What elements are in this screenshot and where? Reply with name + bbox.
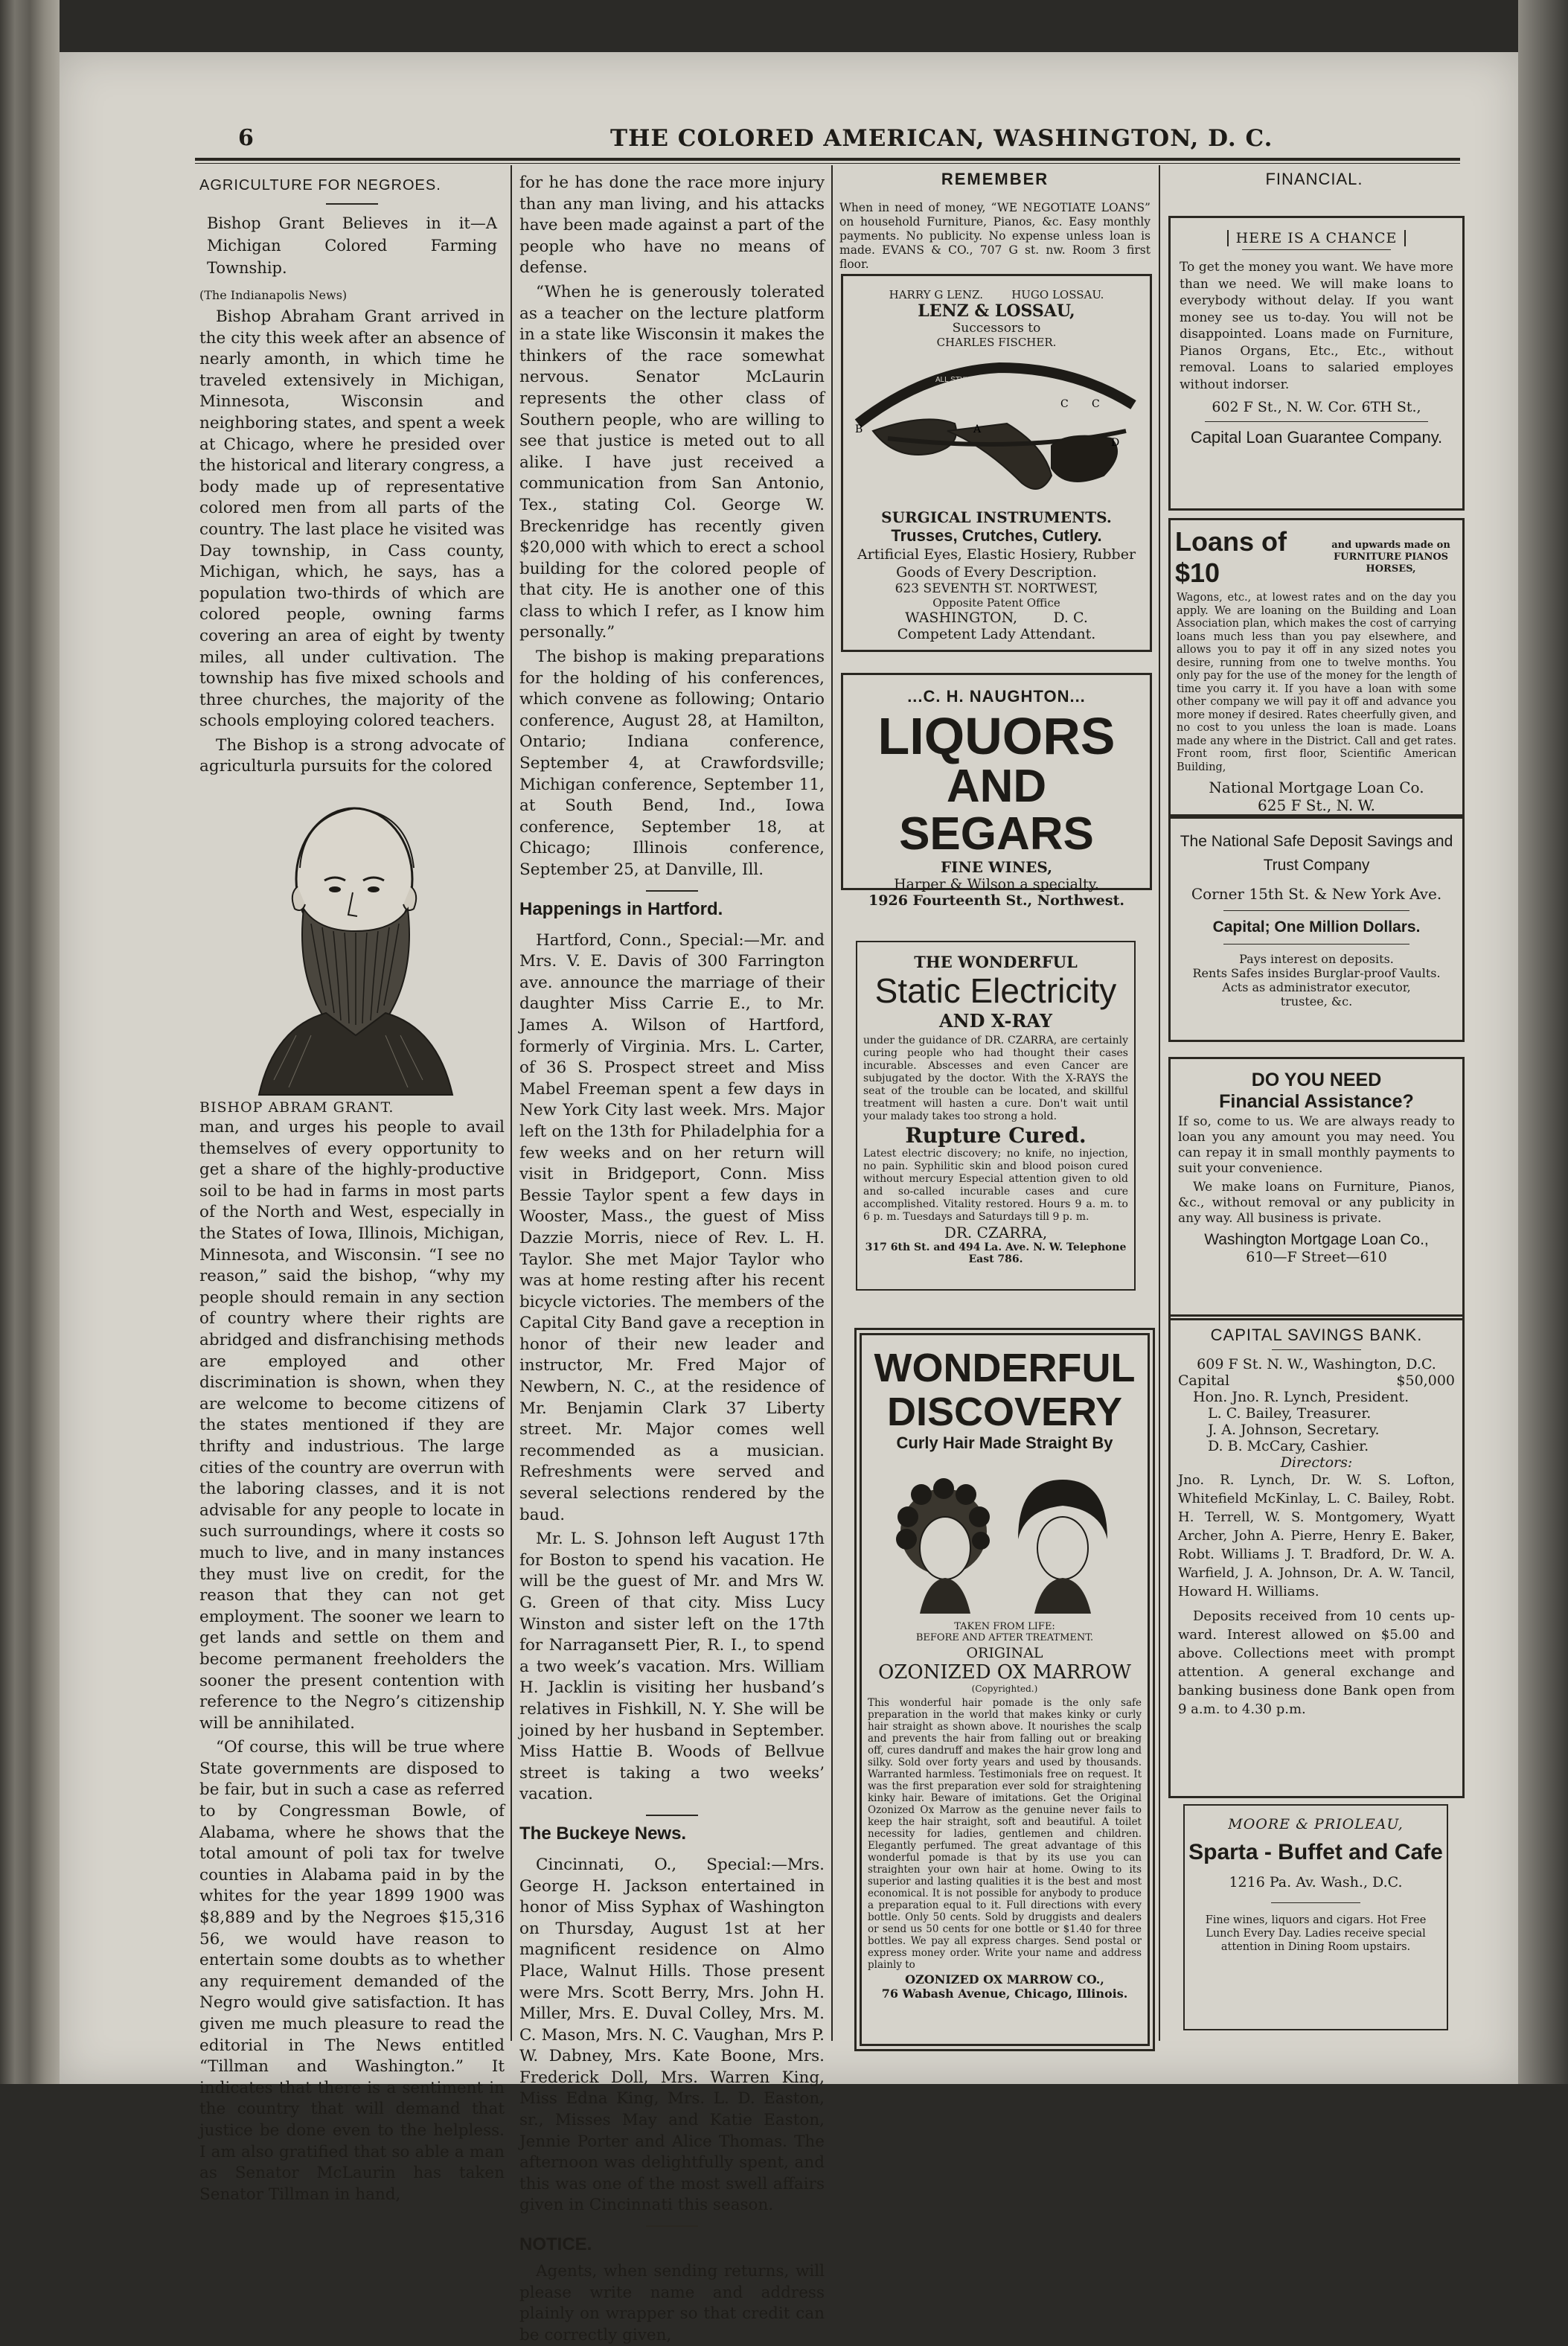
ad-line: OZONIZED OX MARROW	[877, 1661, 1132, 1684]
ad-heading: REMEMBER	[941, 170, 1049, 188]
header-rule	[195, 158, 1460, 161]
ad-line: SURGICAL INSTRUMENTS.	[881, 508, 1112, 526]
ad-heading-text: HERE IS A CHANCE	[1227, 230, 1407, 246]
ad-line: Rupture Cured.	[905, 1123, 1087, 1148]
officer: J. A. Johnson, Secretary.	[1208, 1422, 1380, 1438]
paragraph: Mr. L. S. Johnson left August 17th for Boston to spend his vacation. He will be the guest of Mr. and Mrs W. G. Green of that city. Miss Lucy Winston and sister left on the 17th for Narragansett Pier, R. I., to spend a two week’s vacation. Mrs. William H. Jacklin is visiting her husband’s relatives in Fishkill, N. Y. She will be joined by her husband in September. Miss Hattie B. Woods of Bellvue street is taking a two weeks’ vacation.	[519, 1530, 825, 1804]
headline: AGRICULTURE FOR NEGROES.	[199, 177, 441, 194]
ad-line: 610—F Street—610	[1246, 1249, 1387, 1265]
ad-text: Jno. R. Lynch, Dr. W. S. Lofton, Whitefield McKinlay, L. C. Bailey, Robt. H. Terrell, W. S. Montgomery, Wyatt Archer, John A. Pierre, Henry E. Baker, Robt. Williams J. T. Bradford, Dr. W. A. Warfield, J. A. Johnson, Dr. A. W. Tancil, Howard H. Williams.	[1178, 1472, 1455, 1599]
ad-text: We make loans on Furniture, Pianos, &c., without removal or any publicity in any way. All business is private.	[1178, 1180, 1455, 1226]
ad-line: National Mortgage Loan Co.	[1209, 779, 1424, 796]
financial-heading: FINANCIAL.	[1265, 170, 1363, 188]
divider	[646, 890, 698, 892]
ad-loans-of-10	[1168, 518, 1465, 819]
after-figure	[1018, 1480, 1107, 1614]
paragraph: “When he is generously tolerated as a teacher on the lecture platform in a state like Wisconsin it makes the thinkers of the race somewhat nervous. Senator McLaurin represents the other class of Southern people, who are willing to see that justice is meted out to all alike. I have just received a communication from San Antonio, Tex., stating Col. George W. Breckenridge has recently given $20,000 with which to erect a school building for the colored people of that city. He is another one of this class to which I refer, as I know him personally.”	[519, 282, 825, 642]
ad-line: DR. CZARRA,	[944, 1224, 1048, 1241]
ad-caption: BEFORE AND AFTER TREATMENT.	[915, 1632, 1094, 1643]
ad-line: Competent Lady Attendant.	[897, 626, 1096, 642]
divider	[1272, 1349, 1361, 1350]
ad-line: Successors to	[952, 321, 1041, 336]
column-rule	[831, 165, 833, 2041]
paragraph: Bishop Abraham Grant arrived in the city this week after an absence of nearly amonth, in which time he traveled extensively in Michigan, Minnesota, Wisconsin and neighboring states, and spent a week at Chicago, where he presided over the historical and literary congress, a body made up of representative colored men from all parts of the country. The last place he visited was Day township, in Cass county, Michigan, which, he says, has a population two-thirds of which are colored people, owning farms covering an area of eight by twenty miles, all under cultivation. The township has five mixed schools and three churches, the majority of the schools employing colored teachers.	[199, 307, 505, 731]
ad-heading: CAPITAL SAVINGS BANK.	[1210, 1326, 1423, 1344]
before-after-illustration	[862, 1457, 1133, 1621]
ad-line: Rents Safes insides Burglar-proof Vaults.	[1192, 966, 1441, 980]
ad-line: Curly Hair Made Straight By	[896, 1434, 1113, 1452]
bishop-portrait-engraving	[229, 797, 475, 1095]
ad-here-is-a-chance	[1168, 216, 1465, 511]
paragraph: for he has done the race more injury than any man living, and his attacks have been made against a part of the people who have no means of defense.	[519, 173, 825, 278]
book-page-edges	[0, 0, 60, 2084]
facing-page-edge	[1518, 0, 1568, 2084]
article-column-2	[519, 173, 825, 2345]
ad-line: 609 F St. N. W., Washington, D.C.	[1197, 1356, 1436, 1372]
headline-hartford: Happenings in Hartford.	[519, 898, 723, 919]
article-agriculture	[199, 173, 505, 2204]
ad-line: Artificial Eyes, Elastic Hosiery, Rubber Goods of Every Description.	[857, 546, 1136, 581]
ad-line: AND X-RAY	[939, 1010, 1052, 1032]
ad-line: 625 F St., N. W.	[1258, 796, 1375, 814]
ad-line: Capital; One Million Dollars.	[1212, 918, 1421, 936]
ad-heading: MOORE & PRIOLEAU,	[1228, 1816, 1404, 1832]
ad-line: WASHINGTON, D. C.	[905, 610, 1088, 626]
ad-heading	[1171, 230, 1462, 246]
ad-line: Harper & Wilson a specialty.	[894, 876, 1099, 892]
page-number: 6	[238, 125, 254, 151]
divider	[1223, 910, 1409, 911]
ad-text: To get the money you want. We have more than we need. We will make loans to everybody without delay. If you want money see us to-day. You will not be disappointed. Loans made on Furniture, Pianos Organs, Etc., Etc., without removal. Loans to salaried employes without indorser.	[1180, 260, 1453, 392]
source-line: (The Indianapolis News)	[199, 288, 348, 302]
paragraph: The bishop is making preparations for the holding of his conferences, which convene as following; Ontario conference, August 28, at Hamilton, Ontario; Indiana conference, September 4, at Crawfordsville; Michigan conference, September 11, at South Bend, Ind., Iowa conference, September 18, at Chicago; Illinois conference, September 25, at Danville, Ill.	[519, 648, 825, 879]
subhead: Bishop Grant Believes in it—A Michigan Colored Farming Township.	[207, 214, 497, 277]
masthead-title: THE COLORED AMERICAN, WASHINGTON, D. C.	[610, 125, 1273, 152]
ad-heading-row	[1171, 520, 1462, 589]
divider	[1223, 944, 1409, 945]
ad-text: under the guidance of DR. CZARRA, are certainly curing people who had thought their cases incurable. Abscesses and even Cancer are subjugated by the doctor. With the X-RAYS the seat of the trouble can be located, and skillful treatment will hasten a cure. Don't wait until your malady takes too strong a hold.	[863, 1035, 1128, 1122]
ad-remember	[839, 170, 1151, 271]
officer: D. B. McCary, Cashier.	[1208, 1438, 1369, 1454]
ad-text: If so, come to us. We are always ready to loan you any amount you may need. You can repay it in small monthly payments to suit your convenience.	[1178, 1114, 1455, 1176]
figure-letter-d: D	[1111, 437, 1120, 449]
ad-line: Capital Loan Guarantee Company.	[1190, 428, 1443, 447]
headline-notice: NOTICE.	[519, 2234, 592, 2255]
ad-capital-savings-bank	[1168, 1314, 1465, 1798]
ad-line: Corner 15th St. & New York Ave.	[1191, 885, 1442, 903]
divider	[1205, 421, 1428, 422]
ad-text: Fine wines, liquors and cigars. Hot Free Lunch Every Day. Ladies receive special attention in Dining Room upstairs.	[1205, 1914, 1427, 1953]
capital-label: Capital	[1178, 1372, 1230, 1389]
ad-line: 317 6th St. and 494 La. Ave. N. W. Telephone East 786.	[865, 1241, 1127, 1265]
figure-letter-a: A	[973, 424, 982, 435]
page-header	[193, 119, 1473, 159]
column-rule	[1159, 165, 1160, 2041]
ad-static-electricity	[856, 941, 1136, 1291]
ad-line: 1926 Fourteenth St., Northwest.	[868, 892, 1124, 909]
ad-text: Latest electric discovery; no knife, no injection, no pain. Syphilitic skin and blood poison cured without mercury Especial attention given to old and so-called incurable cases and cure accomplished. Vitality restored. Hours 9 a. m. to 6 p. m. Tuesdays and Saturdays till 9 p. m.	[863, 1148, 1128, 1223]
paragraph: Cincinnati, O., Special:—Mrs. George H. Jackson entertained in honor of Miss Syphax of Washington on Thursday, August 1st at her magnificent residence on Almo Place, Walnut Hills. Those present were Mrs. Scott Berry, Mrs. John H. Miller, Mrs. E. Duval Colley, Mrs. M. C. Mason, Mrs. N. C. Vaughan, Mrs P. W. Dabney, Mrs. Kate Boone, Mrs. Frederick Doll, Mrs. Warren King, Miss Edna King, Mrs. L. D. Easton, sr., Misses May and Katie Easton, Jennie Porter and Alice Thomas. The afternoon was delightfully spent, and this was one of the most swell affairs given in Cincinnati this season.	[519, 1855, 825, 2215]
figure-letter-c: C	[1092, 398, 1100, 410]
ad-big-text: DISCOVERY	[886, 1390, 1123, 1434]
header-rule-thin	[195, 163, 1460, 164]
ad-line: Trusses, Crutches, Cutlery.	[891, 526, 1102, 545]
column-rule	[511, 165, 512, 2041]
ad-line: 1216 Pa. Av. Wash., D.C.	[1229, 1874, 1403, 1890]
headline-buckeye: The Buckeye News.	[519, 1823, 687, 1844]
capital-row	[1171, 1372, 1462, 1389]
ad-line: Directors:	[1280, 1454, 1353, 1471]
portrait-caption: BISHOP ABRAM GRANT.	[199, 1099, 394, 1116]
ad-side-text: and upwards made on FURNITURE PIANOS HORSES,	[1331, 540, 1450, 575]
ad-line: Pays interest on deposits.	[1239, 952, 1394, 966]
divider	[1271, 1902, 1360, 1903]
ad-big-text: WONDERFUL	[874, 1346, 1136, 1390]
ad-firm: LENZ & LOSSAU,	[918, 301, 1075, 321]
ad-line: (Copyrighted.)	[971, 1684, 1038, 1694]
ad-name: ...C. H. NAUGHTON...	[907, 687, 1086, 706]
figure-letter-b: B	[855, 424, 863, 435]
ad-line: THE WONDERFUL	[914, 953, 1078, 971]
ad-big-text: Static Electricity	[874, 971, 1117, 1010]
paragraph: man, and urges his people to avail themselves of every opportunity to get a share of the highly-productive soil to be had in farms in most parts of the North and West, especially in the States of Iowa, Illinois, Michigan, Minnesota, and Wisconsin. “I see no reason,” said the bishop, “why my people should remain in any section of country where their rights are abridged and disfranchising methods are employed and other discrimination is shown, when they are welcome to become citizens of the states mentioned if they are thrifty and industrious. The large cities of the country are overrun with the laboring classes, and it is not advisable for any people to locate in such surroundings, where it costs so much to live, and in many instances they must live on credit, for the reason that they can not get employment. The sooner we learn to get lands and settle on them and become permanent freeholders the sooner the present contention with reference to the Negro’s citizenship will be annihilated.	[199, 1118, 505, 1733]
ad-text: This wonderful hair pomade is the only safe preparation in the world that makes kinky or curly hair straight as shown above. It nourishes the scalp and prevents the hair from falling out or breaking off, cures dandruff and makes the hair grow long and silky. Sold over forty years and used by thousands. Warranted harmless. Testimonials free on request. It was the first preparation ever sold for straightening kinky hair. Beware of imitations. Get the Original Ozonized Ox Marrow as the genuine never fails to keep the hair straight, soft and beautiful. A toilet necessity for ladies, gentlemen and children. Elegantly perfumed. The great advantage of this wonderful pomade is that by its use you can straighten your own hair at home. Owing to its superior and lasting qualities it is the best and most economical. It is not possible for anybody to produce a preparation equal to it. Full directions with every bottle. Only 50 cents. Sold by druggists and dealers or send us 50 cents for one bottle or $1.40 for three bottles. We pay all express charges. Send postal or express money order. Write your name and address plainly to	[868, 1697, 1142, 1971]
ad-moore-prioleau	[1183, 1804, 1448, 2030]
ad-big-text: Financial Assistance?	[1219, 1091, 1414, 1112]
officer: Hon. Jno. R. Lynch, President.	[1193, 1389, 1409, 1405]
ad-line: Opposite Patent Office	[932, 596, 1060, 610]
officer: L. C. Bailey, Treasurer.	[1208, 1405, 1372, 1422]
divider	[1242, 249, 1391, 250]
ad-line: Washington Mortgage Loan Co.,	[1204, 1231, 1429, 1248]
ad-lenz-lossau	[841, 274, 1152, 652]
portrait-figure	[199, 797, 505, 1117]
ad-line: CHARLES FISCHER.	[936, 336, 1057, 349]
ad-big-text: LIQUORS	[877, 707, 1116, 765]
figure-letter-c: C	[1060, 398, 1069, 410]
ad-big-text: AND SEGARS	[899, 761, 1094, 860]
ad-ox-marrow	[854, 1328, 1155, 2051]
paragraph: The Bishop is a strong advocate of agriculturla pursuits for the colored	[199, 735, 505, 776]
ad-caption: TAKEN FROM LIFE:	[954, 1621, 1055, 1632]
divider	[646, 1815, 698, 1816]
ad-financial-assistance	[1168, 1057, 1465, 1320]
ad-big-text: Loans of $10	[1175, 526, 1287, 588]
ad-line: The National Safe Deposit Savings and Trust Company	[1180, 833, 1453, 874]
ad-naughton-liquors	[841, 673, 1152, 909]
paragraph: Agents, when sending returns, will please write name and address plainly on wrapper so that credit can be correctly given,	[519, 2262, 825, 2345]
ad-text: Wagons, etc., at lowest rates and on the day you apply. We are loaning on the Building and Loan Association plan, which makes the cost of carrying loans much less than you pay elsewhere, and allows you to pay it off in any sized notes you desire, running from one to twelve months. You only pay for the use of the money for the length of time you carry it. If you have a loan with some other company we will pay it off and advance you more money if desired. Rates cheerfully given, and no cost to you unless the loan is made. Loans made any where in the District. Call and get rates. Front room, first floor, Scientific American Building,	[1177, 592, 1456, 773]
paragraph: “Of course, this will be true where State governments are disposed to be fair, but in such a case as referred to by Congressman Bowle, of Alabama, where he shows that the total amount of poli tax for twelve counties in Alabama paid in by the whites for the year 1899 1900 was $8,889 and by the Negroes $15,316 56, we would have reason to entertain some doubts as to whether any requirement demanded of the Negro would give satisfaction. It has given me much pleasure to read the editorial in The News entitled “Tillman and Washington.” It indicates that there is a sentiment in the country that will demand that justice be done even to the helpless. I am also gratified that so able a man as Senator McLaurin has taken Senator Tillman in hand,	[199, 1738, 505, 2204]
ad-line: 623 SEVENTH ST. NORTWEST,	[895, 581, 1098, 596]
divider	[646, 2225, 698, 2227]
before-figure	[896, 1478, 990, 1614]
ad-big-text: Sparta - Buffet and Cafe	[1188, 1840, 1443, 1864]
truss-band-label: ALL STYLES OF WARRANTED	[935, 376, 1042, 384]
ad-national-safe-deposit	[1168, 814, 1465, 1042]
ad-line: 602 F St., N. W. Cor. 6TH St.,	[1212, 399, 1421, 415]
ad-line: FINE WINES,	[940, 858, 1053, 876]
ad-line: OZONIZED OX MARROW CO.,	[905, 1972, 1104, 1987]
paragraph: Hartford, Conn., Special:—Mr. and Mrs. V. E. Davis of 300 Farrington ave. announce the marriage of their daughter Miss Carrie E., to Mr. James A. Wilson of Hartford, formerly of Virginia. Mrs. L. Carter, of 36 S. Prospect street and Miss Mabel Freeman spent a few days in New York City last week. Mrs. Major left on the 13th for Philadelphia for a few weeks and on her return will visit in Bridgeport, Conn. Miss Bessie Taylor spent a few days in Wooster, Mass., the guest of Miss Dazzie Morris, niece of Rev. L. H. Taylor. She met Major Taylor who was at home resting after his recent bicycle victories. The members of the Capital City Band gave a reception in honor of their new leader and instructor, Mr. Fred Major of Newbern, N. C., at the residence of Mr. Benjamin Clark 37 Liberty street. Mr. Major comes well recommended as a musician. Refreshments were served and several selections rendered by the baud.	[519, 930, 825, 1524]
ad-text: When in need of money, “WE NEGOTIATE LOANS” on household Furniture, Pianos, &c. Easy monthly payments. No publicity. No expense unless loan is made. EVANS & CO., 707 G st. nw. Room 3 first floor.	[839, 200, 1151, 271]
capital-value: $50,000	[1396, 1372, 1455, 1389]
divider	[326, 203, 378, 205]
ad-big-text: DO YOU NEED	[1251, 1070, 1382, 1090]
ad-names: HARRY G LENZ. HUGO LOSSAU.	[889, 288, 1104, 301]
ad-text: Deposits received from 10 cents up-ward. Interest allowed on $5.00 and above. Collections meet with prompt attention. A general exchange and banking business done Bank open from 9 a.m. to 4.30 p.m.	[1178, 1608, 1455, 1717]
ad-line: ORIGINAL	[966, 1645, 1043, 1661]
ad-line: Acts as administrator executor, trustee, &c.	[1222, 980, 1411, 1009]
truss-illustration	[843, 349, 1145, 505]
ad-line: 76 Wabash Avenue, Chicago, Illinois.	[881, 1987, 1128, 2001]
